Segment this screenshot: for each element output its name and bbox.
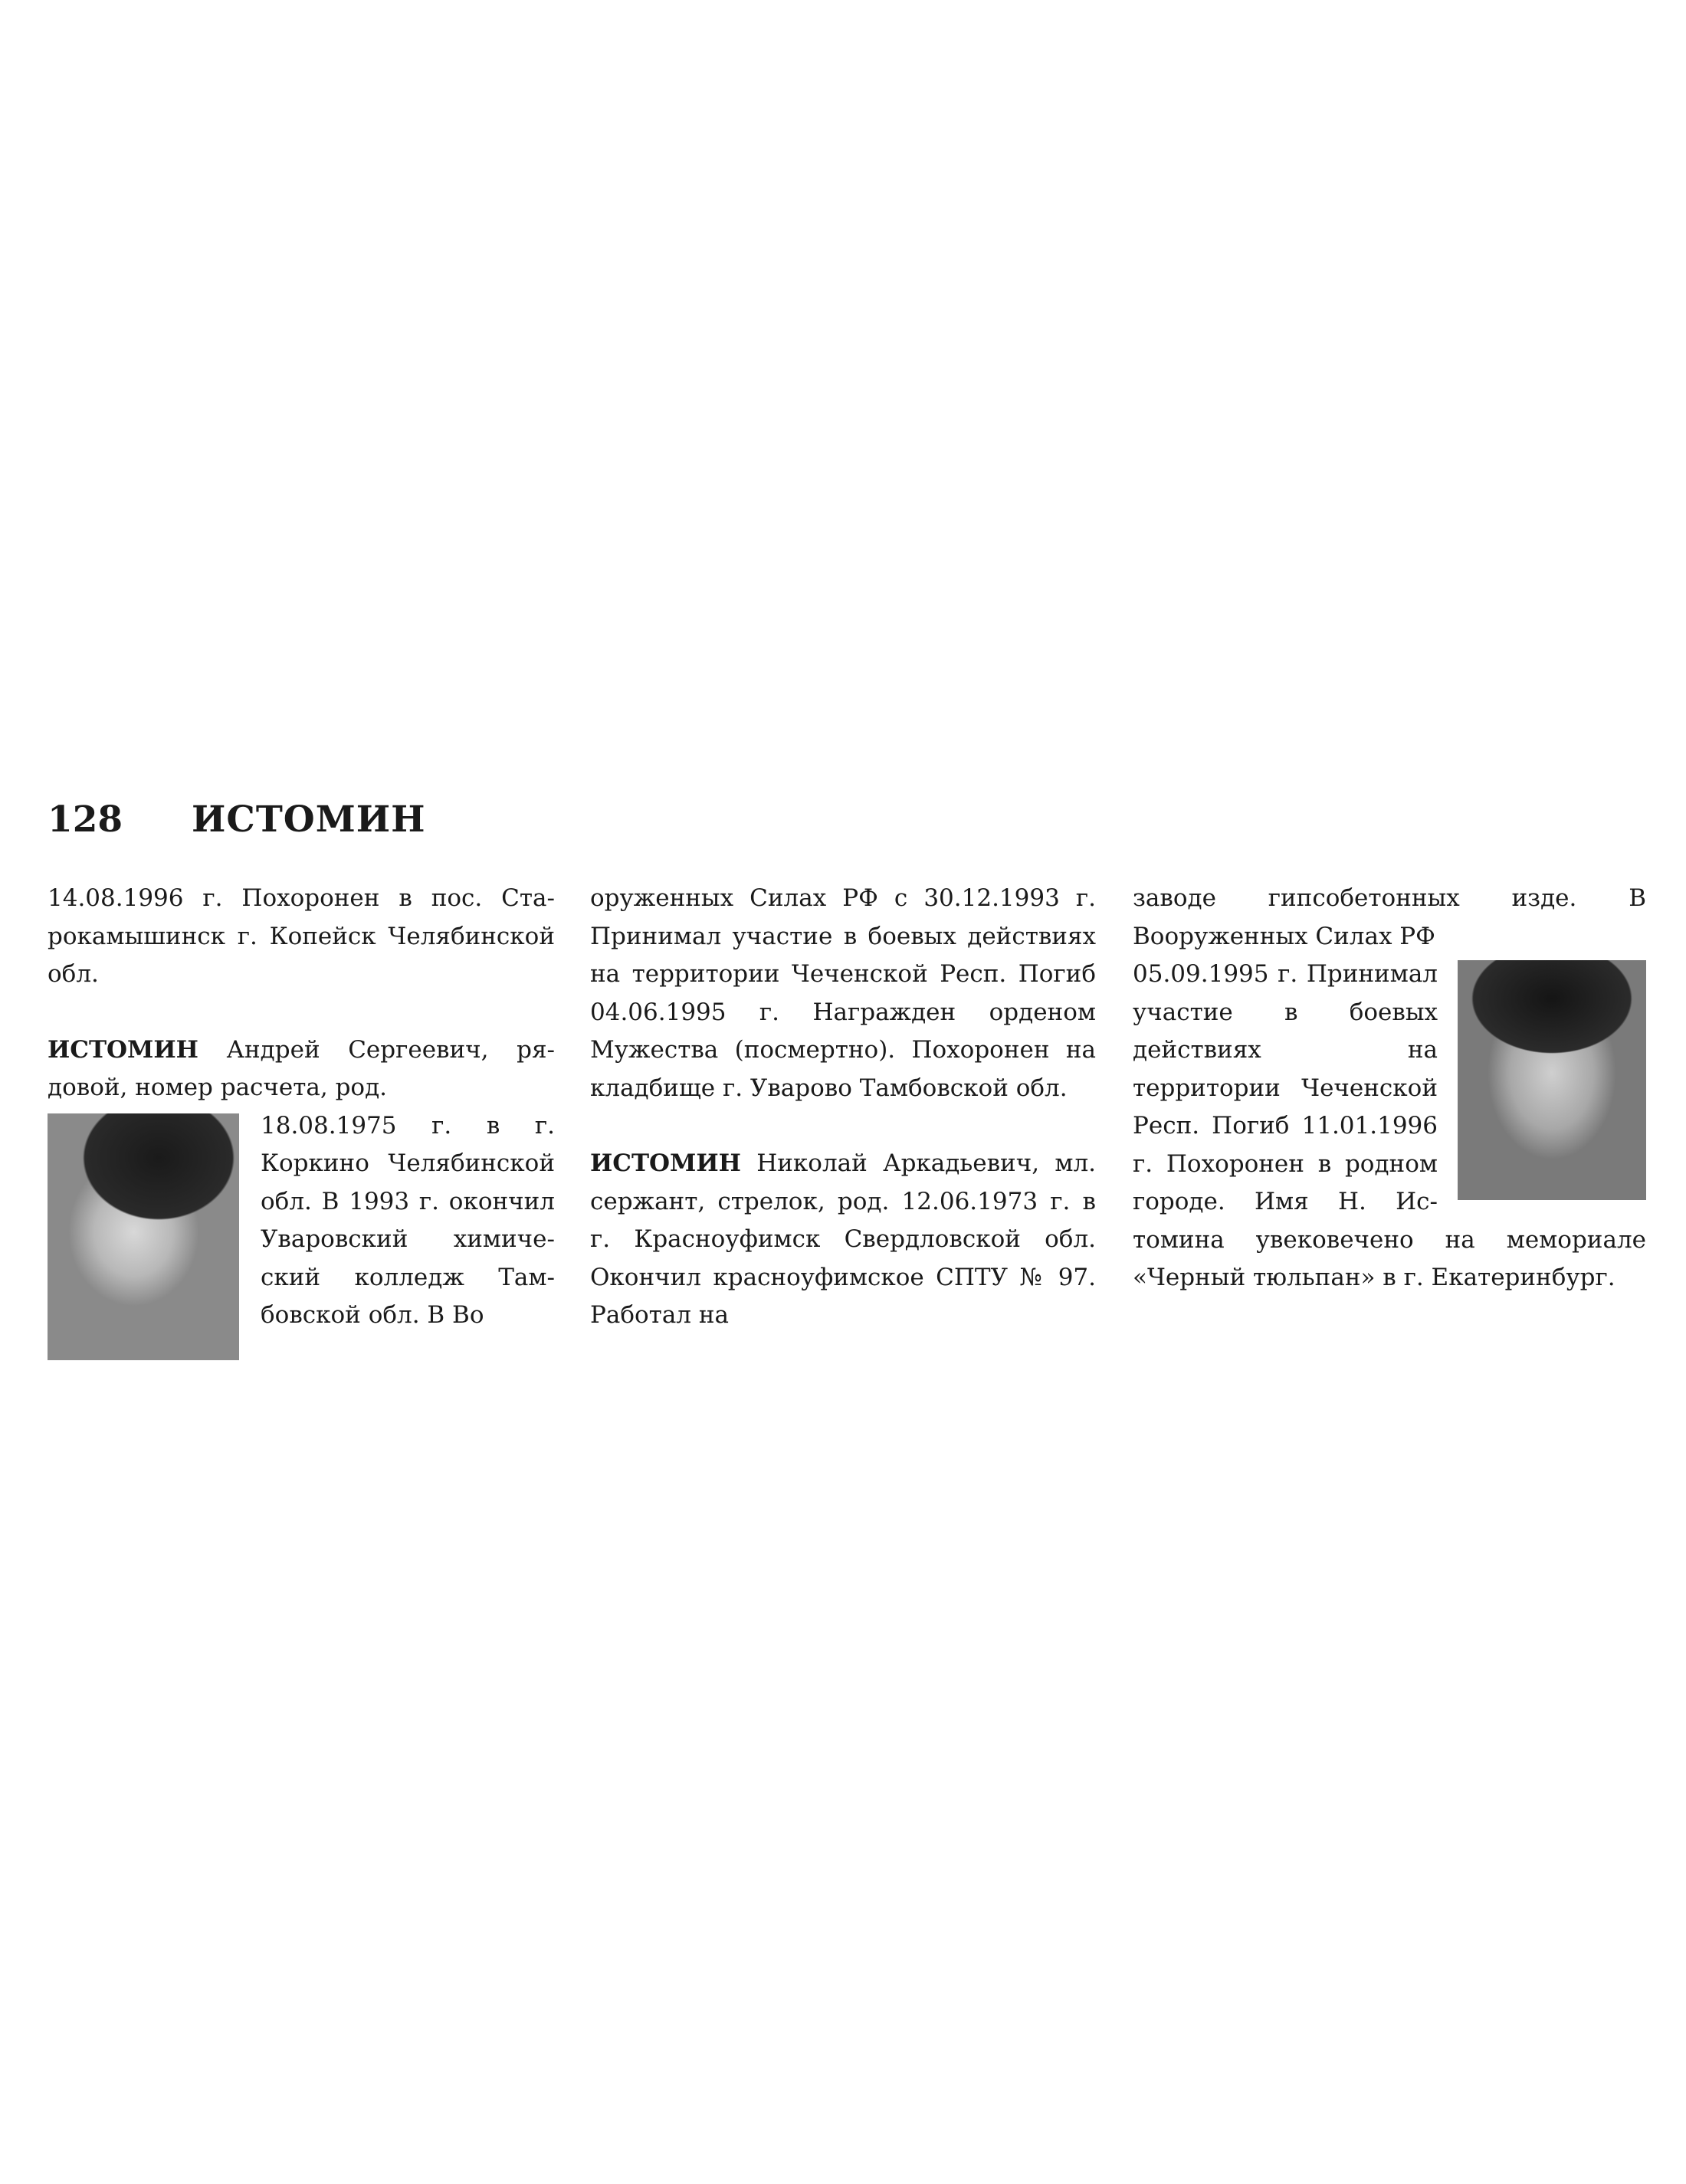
page-number: 128 <box>48 799 123 841</box>
entry-body: Николай Аркадьевич, мл. сержант, стрелок, род. 12.06.1973 г. в г. Красноуфимск Свердловской обл. Окончил красноуфимское СПТУ № 97. Работал на <box>590 1149 1096 1329</box>
text-column-1 <box>48 880 555 1365</box>
entry-body: 18.08.1975 г. в г. Коркино Челябинской обл. В 1993 г. окончил Уваровский химический колледж Тамбовской обл. В Во <box>261 1111 555 1329</box>
entry-surname: ИСТОМИН <box>48 1035 198 1064</box>
entry-andrey-istomin <box>48 1031 555 1107</box>
entry-intro: Андрей Сергеевич, рядовой, номер расчета, род. <box>48 1035 555 1101</box>
continuation-paragraph-wrapped: 05.09.1995 г. Принимал участие в боевых действиях на территории Чеченской Респ. Погиб 11.01.1996 г. Похоронен в родном городе. Имя Н. Истомина увековечено на мемориале «Черный тюльпан» в г. Екатеринбург. <box>1133 960 1646 1291</box>
entry-nikolay-istomin <box>590 1145 1096 1335</box>
text-column-3 <box>1133 880 1646 1297</box>
running-head: ИСТОМИН <box>192 799 426 841</box>
text-column-2 <box>590 880 1096 1335</box>
portrait-photo-nikolay <box>1458 960 1646 1200</box>
continuation-paragraph: заводе гипсобетонных изде. В Вооруженных Силах РФ <box>1133 884 1646 950</box>
continuation-paragraph: 14.08.1996 г. Похоронен в пос. Старокамышинск г. Копейск Челябинской обл. <box>48 884 555 988</box>
continuation-paragraph: оруженных Силах РФ с 30.12.1993 г. Принимал участие в боевых действиях на территории Чеченской Респ. Погиб 04.06.1995 г. Награжден орденом Мужества (посмертно). Похоронен на кладбище г. Уварово Тамбовской обл. <box>590 884 1096 1102</box>
portrait-photo-andrey <box>48 1113 239 1360</box>
page-header <box>48 793 891 847</box>
entry-surname: ИСТОМИН <box>590 1149 741 1177</box>
